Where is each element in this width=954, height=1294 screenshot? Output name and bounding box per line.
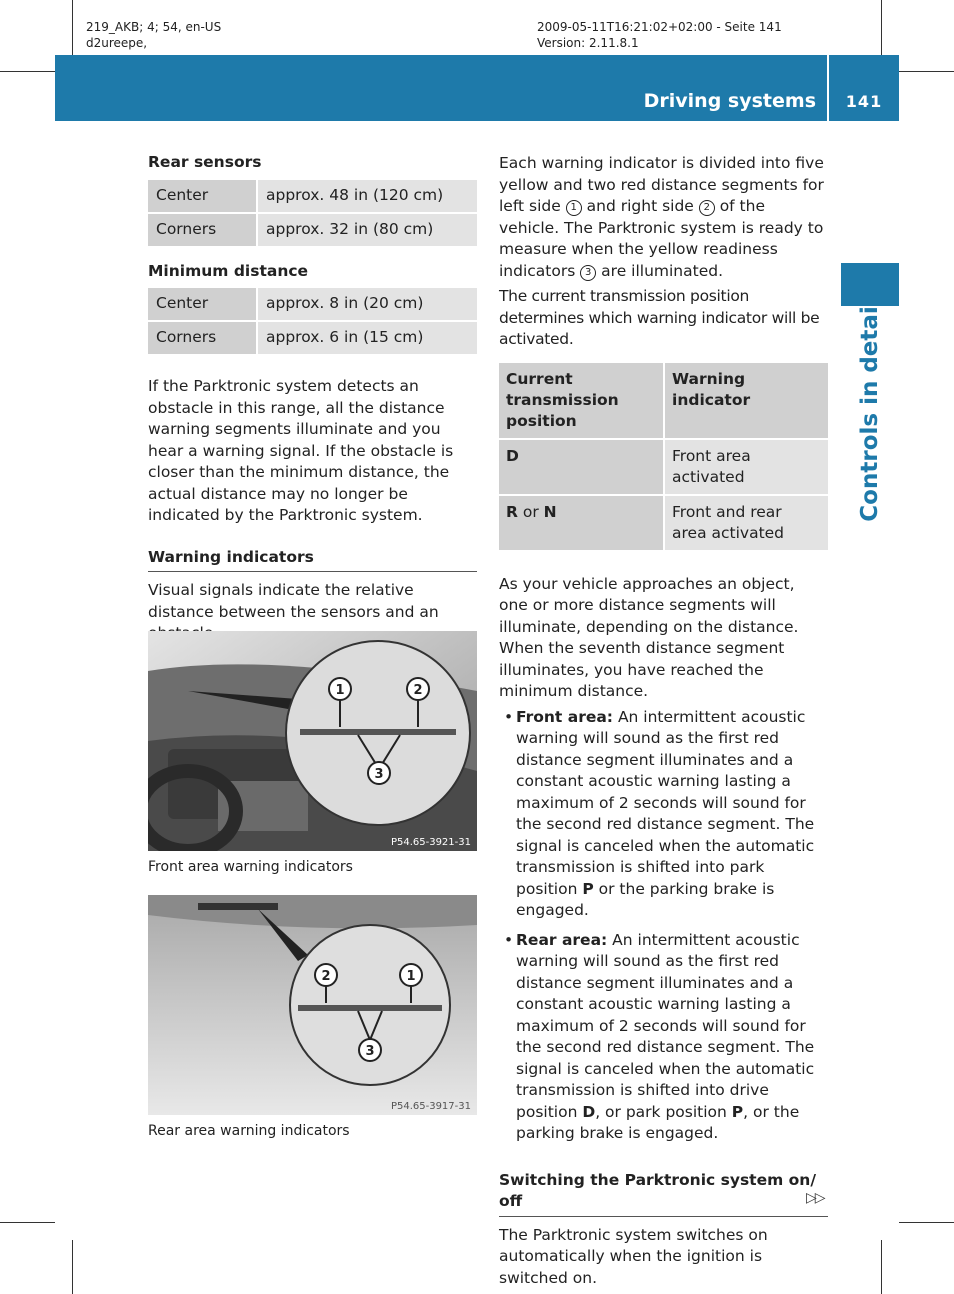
table-value: approx. 48 in (120 cm) (257, 180, 477, 213)
min-distance-title: Minimum distance (148, 261, 309, 280)
callout-label: 2 (413, 683, 423, 698)
front-figure-caption: Front area warning indicators (148, 859, 353, 875)
figure-code: P54.65-3921-31 (390, 837, 471, 848)
intro-text: Each warning indicator is divided into five yellow and two red distance segments for left side (499, 154, 824, 215)
right-column (499, 153, 828, 1289)
list-item (499, 707, 828, 922)
approach-paragraph: As your vehicle approaches an object, one or more distance segments will illuminate, depending on the distance. When the seventh distance segment illuminates, you have reached the minimum distance. (499, 574, 799, 700)
rear-figure-caption: Rear area warning indicators (148, 1123, 350, 1139)
doc-meta-left (86, 19, 221, 51)
header-separator (827, 55, 829, 121)
table-key: Corners (148, 321, 257, 355)
crop-mark (881, 1240, 882, 1294)
rear-sensors-title: Rear sensors (148, 153, 262, 171)
doc-id: 219_AKB; 4; 54, en-US (86, 20, 222, 34)
table-key: Center (148, 180, 257, 213)
gear-n: N (543, 502, 557, 521)
intro-text: of the vehicle. The Parktronic system is ready to measure when the yellow readiness indicators (499, 197, 824, 280)
table-header: Warning indicator (664, 363, 828, 439)
table-row (148, 213, 477, 247)
callout-label: 1 (335, 683, 345, 698)
indicator-intro (499, 153, 828, 282)
table-key: Center (148, 288, 257, 321)
table-cell: Front area activated (664, 439, 828, 495)
table-cell (499, 495, 664, 551)
table-header: Current transmission position (499, 363, 664, 439)
table-value: approx. 32 in (80 cm) (257, 213, 477, 247)
bullet-dot: • (504, 930, 514, 949)
front-dashboard-illustration (148, 631, 477, 851)
warning-heading: Warning indicators (148, 547, 477, 573)
table-cell: Front and rear area activated (664, 495, 828, 551)
rear-interior-illustration (148, 895, 477, 1115)
doc-timestamp: 2009-05-11T16:21:02+02:00 - Seite 141 (537, 20, 782, 34)
crop-mark (899, 71, 954, 72)
crop-mark (881, 0, 882, 55)
gear-p: P (731, 1102, 744, 1121)
callout-number: 2 (699, 200, 715, 216)
table-row (148, 288, 477, 321)
intro-text: are illuminated. (596, 261, 724, 280)
table-cell: D (499, 439, 664, 495)
crop-mark (899, 1222, 954, 1223)
callout-label: 1 (406, 969, 416, 984)
table-key: Corners (148, 213, 257, 247)
table-header-row (499, 363, 828, 439)
table-row (148, 321, 477, 355)
bullet-label: Front area: (516, 707, 614, 726)
table-row (148, 180, 477, 213)
bullet-text: , or park position (595, 1102, 732, 1121)
callout-label: 2 (321, 969, 331, 984)
crop-mark (72, 0, 73, 55)
table-value: approx. 8 in (20 cm) (257, 288, 477, 321)
chapter-label: Controls in detail (857, 298, 883, 522)
transmission-intro: The current transmission position determines which warning indicator will be activated. (499, 287, 820, 348)
intro-text: and right side (581, 197, 699, 215)
doc-meta-right (537, 19, 782, 51)
warning-text: Visual signals indicate the relative distance between the sensors and an (148, 581, 439, 621)
crop-mark (72, 1240, 73, 1294)
bullet-text: or the parking brake is engaged. (516, 879, 775, 919)
callout-label: 3 (374, 767, 384, 782)
table-row (499, 495, 828, 551)
figure-code: P54.65-3917-31 (390, 1101, 471, 1112)
rear-area-figure (148, 895, 477, 1115)
bullet-dot: • (504, 707, 514, 726)
table-row (499, 439, 828, 495)
callout-label: 3 (365, 1044, 375, 1059)
crop-mark (0, 71, 55, 72)
switching-text: The Parktronic system switches on automatically when the ignition is switched on. (499, 1225, 768, 1287)
transmission-table (499, 363, 828, 552)
bullet-text: An intermittent acoustic warning will sound as the first red distance segment illuminates and a constant acoustic warning lasting a maximum of 2 seconds will sound for the second red distance segment. The signal is canceled when the automatic transmission is shifted into drive position (516, 930, 815, 1121)
obstacle-paragraph: If the Parktronic system detects an obstacle in this range, all the distance warning segments illuminate and you hear a warning signal. If the obstacle is closer than the minimum distance, the actual distance may no longer be indicated by the Parktronic system. (148, 377, 454, 524)
bullet-text: , or the parking brake is engaged. (516, 1102, 800, 1142)
callout-number: 3 (580, 265, 596, 281)
left-column (148, 152, 477, 645)
min-distance-table (148, 288, 477, 356)
rear-sensors-table (148, 180, 477, 248)
table-value: approx. 6 in (15 cm) (257, 321, 477, 355)
gear-r: R (506, 502, 518, 521)
list-item (499, 930, 828, 1145)
bullet-text: An intermittent acoustic warning will sound as the first red distance segment illuminates and a constant acoustic warning lasting a maximum of 2 seconds will sound for the second red distance segment. The signal is canceled when the automatic transmission is shifted into park position (516, 707, 815, 898)
gear-d: D (582, 1102, 596, 1121)
crop-mark (0, 1222, 55, 1223)
or-text: or (517, 502, 544, 521)
bullet-label: Rear area: (516, 930, 608, 949)
doc-code: d2ureepe, (86, 36, 148, 50)
section-title: Driving systems (643, 90, 816, 112)
page-number: 141 (845, 92, 883, 111)
front-area-figure (148, 631, 477, 851)
callout-number: 1 (566, 200, 582, 216)
switching-heading: Switching the Parktronic system on/ off (499, 1170, 828, 1217)
doc-version: Version: 2.11.8.1 (537, 36, 639, 50)
gear-p: P (582, 879, 594, 898)
continue-arrow-icon: ▷▷ (806, 1190, 824, 1206)
